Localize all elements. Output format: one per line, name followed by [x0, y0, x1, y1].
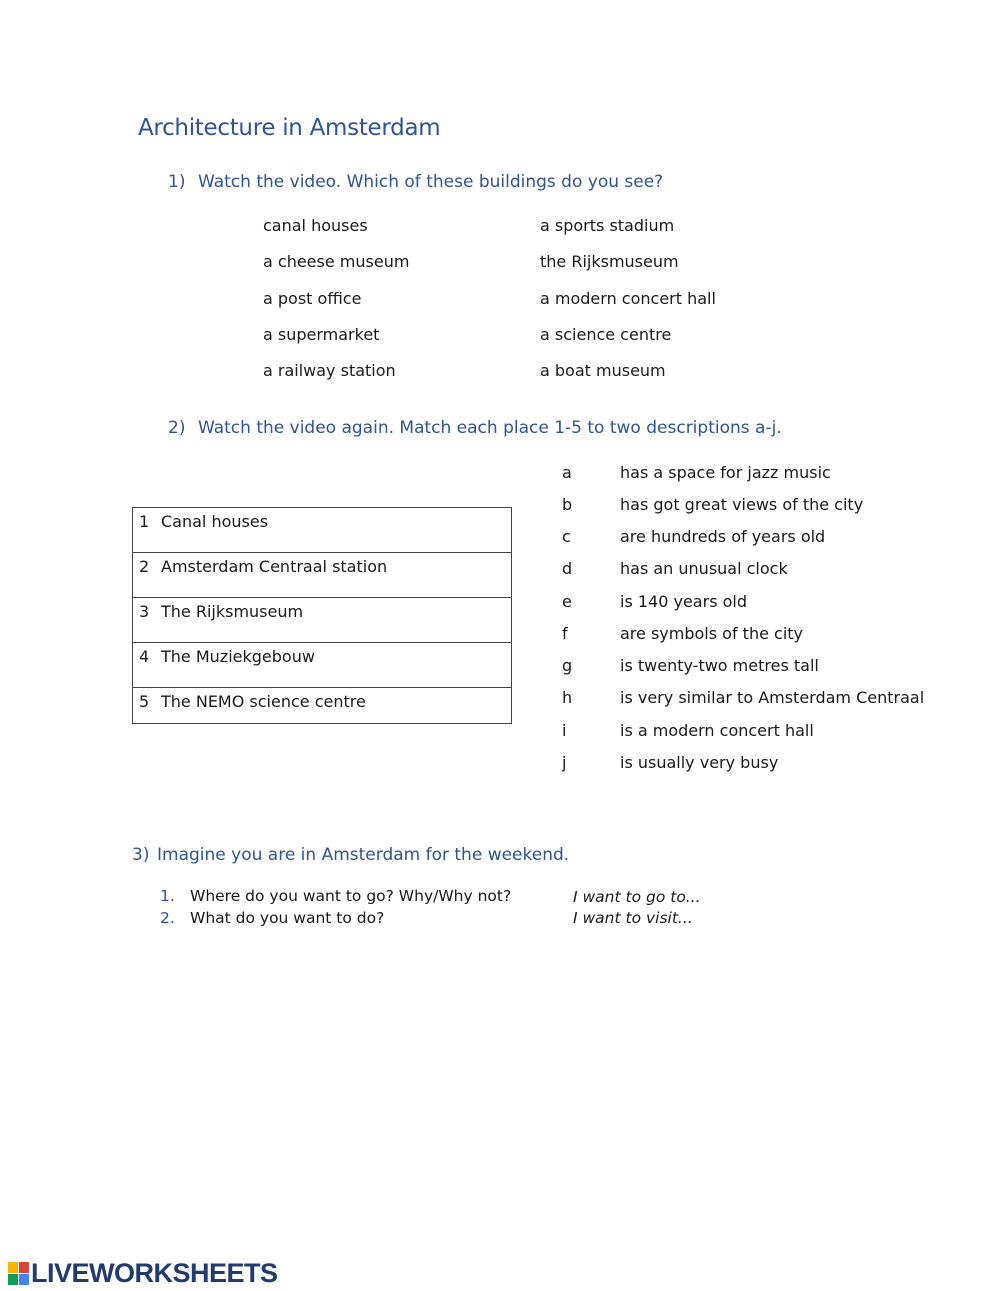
description-letter: d [562, 559, 573, 578]
description-item [562, 753, 778, 772]
place-name: Amsterdam Centraal station [161, 557, 388, 576]
logo-mark-icon [8, 1262, 29, 1285]
answer-prompt: I want to visit... [573, 909, 693, 927]
question-2-heading [168, 418, 782, 438]
list-text: Where do you want to go? Why/Why not? [190, 887, 512, 905]
building-option: canal houses [263, 216, 368, 235]
description-text: is usually very busy [620, 753, 779, 772]
description-item [562, 527, 825, 546]
place-name: The Muziekgebouw [161, 647, 315, 666]
place-cell[interactable] [133, 598, 512, 643]
place-name: The NEMO science centre [161, 692, 366, 711]
description-item [562, 495, 863, 514]
question-number: 2) [168, 418, 186, 438]
answer-prompt: I want to go to... [573, 888, 701, 906]
description-letter: a [562, 463, 572, 482]
description-letter: e [562, 592, 572, 611]
place-cell[interactable] [133, 643, 512, 688]
description-letter: c [562, 527, 571, 546]
description-item [562, 592, 747, 611]
building-option: the Rijksmuseum [540, 252, 679, 271]
building-option: a modern concert hall [540, 289, 716, 308]
list-item [160, 909, 384, 927]
liveworksheets-logo[interactable] [8, 1258, 278, 1288]
description-text: has got great views of the city [620, 495, 864, 514]
description-text: is twenty-two metres tall [620, 656, 819, 675]
table-row [133, 553, 512, 598]
description-letter: j [562, 753, 567, 772]
building-option: a cheese museum [263, 252, 410, 271]
question-3-heading [132, 845, 569, 865]
description-item [562, 656, 819, 675]
place-number: 4 [139, 647, 150, 666]
logo-text: LIVEWORKSHEETS [31, 1257, 278, 1288]
place-number: 2 [139, 557, 150, 576]
logo-square [19, 1274, 29, 1285]
description-item [562, 688, 924, 707]
list-text: What do you want to do? [190, 909, 385, 927]
list-item [160, 887, 511, 905]
list-number: 1. [160, 887, 175, 905]
question-text: Imagine you are in Amsterdam for the weekend. [157, 845, 570, 865]
description-letter: g [562, 656, 573, 675]
question-text: Watch the video again. Match each place 1-5 to two descriptions a-j. [198, 418, 782, 438]
description-letter: b [562, 495, 573, 514]
description-text: are symbols of the city [620, 624, 803, 643]
building-option: a sports stadium [540, 216, 675, 235]
logo-square [8, 1274, 18, 1285]
place-name: Canal houses [161, 512, 269, 531]
list-number: 2. [160, 909, 175, 927]
place-cell[interactable] [133, 553, 512, 598]
places-table [132, 507, 512, 724]
place-cell[interactable] [133, 688, 512, 724]
place-cell[interactable] [133, 508, 512, 553]
description-item [562, 624, 803, 643]
description-text: is very similar to Amsterdam Centraal [620, 688, 925, 707]
table-row [133, 598, 512, 643]
description-text: is a modern concert hall [620, 721, 814, 740]
description-item [562, 463, 831, 482]
building-option: a science centre [540, 325, 672, 344]
description-letter: h [562, 688, 573, 707]
table-row [133, 688, 512, 724]
building-option: a post office [263, 289, 362, 308]
question-number: 3) [132, 845, 150, 865]
logo-square [19, 1262, 29, 1273]
page-title: Architecture in Amsterdam [138, 115, 441, 141]
place-number: 1 [139, 512, 150, 531]
description-text: is 140 years old [620, 592, 747, 611]
logo-square [8, 1262, 18, 1273]
building-option: a boat museum [540, 361, 666, 380]
description-item [562, 559, 788, 578]
place-name: The Rijksmuseum [161, 602, 304, 621]
table-row [133, 508, 512, 553]
place-number: 5 [139, 692, 150, 711]
description-letter: i [562, 721, 567, 740]
question-text: Watch the video. Which of these buildings do you see? [198, 172, 664, 192]
building-option: a supermarket [263, 325, 380, 344]
building-option: a railway station [263, 361, 396, 380]
description-text: has a space for jazz music [620, 463, 831, 482]
question-1-heading [168, 172, 663, 192]
question-number: 1) [168, 172, 186, 192]
description-text: has an unusual clock [620, 559, 788, 578]
description-item [562, 721, 814, 740]
description-letter: f [562, 624, 568, 643]
place-number: 3 [139, 602, 150, 621]
table-row [133, 643, 512, 688]
description-text: are hundreds of years old [620, 527, 826, 546]
